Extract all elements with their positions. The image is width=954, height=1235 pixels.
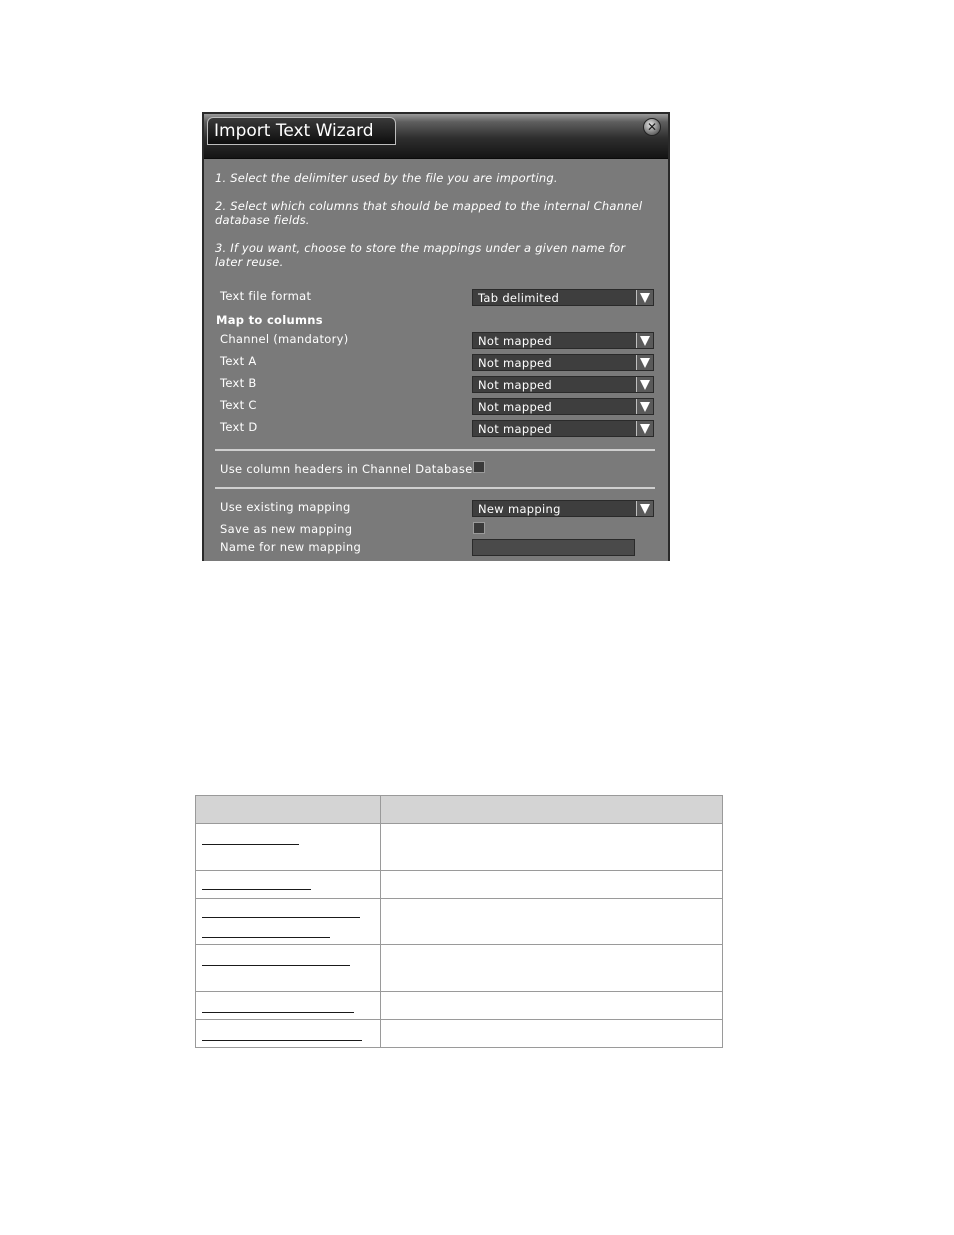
table-cell: [196, 1020, 381, 1048]
close-icon[interactable]: ✕: [643, 118, 661, 136]
link[interactable]: [202, 1040, 362, 1041]
channel-label: Channel (mandatory): [220, 332, 349, 346]
use-column-headers-label: Use column headers in Channel Database: [220, 462, 473, 476]
table-row: [196, 1020, 723, 1048]
dropdown-value: Tab delimited: [478, 291, 560, 305]
chevron-down-icon[interactable]: [636, 355, 653, 370]
instruction-2: 2. Select which columns that should be mapped to the internal Channel database fields.: [215, 199, 643, 227]
table-cell: [196, 899, 381, 945]
dropdown-value: Not mapped: [478, 422, 553, 436]
text-b-dropdown[interactable]: [472, 376, 654, 393]
table-cell: [196, 871, 381, 899]
import-text-wizard-dialog: [202, 112, 670, 561]
text-d-dropdown[interactable]: [472, 420, 654, 437]
text-file-format-dropdown[interactable]: [472, 289, 654, 306]
dialog-title: Import Text Wizard: [207, 117, 396, 145]
divider: [215, 449, 655, 451]
save-as-new-mapping-label: Save as new mapping: [220, 522, 353, 536]
save-as-new-mapping-checkbox[interactable]: [473, 522, 485, 534]
chevron-down-icon[interactable]: [636, 399, 653, 414]
use-existing-mapping-label: Use existing mapping: [220, 500, 351, 514]
dropdown-value: New mapping: [478, 502, 561, 516]
table-header-row: [196, 796, 723, 824]
table-row: [196, 871, 723, 899]
chevron-down-icon[interactable]: [636, 421, 653, 436]
table-cell: [196, 945, 381, 992]
divider: [215, 487, 655, 489]
text-b-label: Text B: [220, 376, 257, 390]
text-d-label: Text D: [220, 420, 258, 434]
table-row: [196, 899, 723, 945]
chevron-down-icon[interactable]: [636, 501, 653, 516]
table-cell: [381, 945, 723, 992]
chevron-down-icon[interactable]: [636, 377, 653, 392]
link[interactable]: [202, 937, 330, 938]
table-row: [196, 824, 723, 871]
link[interactable]: [202, 844, 299, 845]
dropdown-value: Not mapped: [478, 356, 553, 370]
instruction-3: 3. If you want, choose to store the mappings under a given name for later reuse.: [215, 241, 626, 269]
table-cell: [196, 992, 381, 1020]
existing-mapping-dropdown[interactable]: [472, 500, 654, 517]
chevron-down-icon[interactable]: [636, 290, 653, 305]
dropdown-value: Not mapped: [478, 378, 553, 392]
table-row: [196, 945, 723, 992]
table-header-cell: [196, 796, 381, 824]
reference-table: [195, 795, 723, 1048]
dropdown-value: Not mapped: [478, 400, 553, 414]
link[interactable]: [202, 889, 311, 890]
text-a-dropdown[interactable]: [472, 354, 654, 371]
title-bar: [204, 114, 668, 159]
map-to-columns-heading: Map to columns: [216, 313, 323, 327]
table-cell: [196, 824, 381, 871]
table-header-cell: [381, 796, 723, 824]
table-cell: [381, 1020, 723, 1048]
text-c-label: Text C: [220, 398, 257, 412]
use-column-headers-checkbox[interactable]: [473, 461, 485, 473]
table-cell: [381, 899, 723, 945]
chevron-down-icon[interactable]: [636, 333, 653, 348]
dropdown-value: Not mapped: [478, 334, 553, 348]
instruction-1: 1. Select the delimiter used by the file you are importing.: [215, 171, 558, 185]
text-a-label: Text A: [220, 354, 257, 368]
name-for-new-mapping-label: Name for new mapping: [220, 540, 362, 554]
table-cell: [381, 824, 723, 871]
link[interactable]: [202, 917, 360, 918]
link[interactable]: [202, 1012, 354, 1013]
table-cell: [381, 871, 723, 899]
text-c-dropdown[interactable]: [472, 398, 654, 415]
text-file-format-label: Text file format: [220, 289, 312, 303]
new-mapping-name-input[interactable]: [472, 539, 635, 556]
table-row: [196, 992, 723, 1020]
table-cell: [381, 992, 723, 1020]
link[interactable]: [202, 965, 350, 966]
channel-dropdown[interactable]: [472, 332, 654, 349]
